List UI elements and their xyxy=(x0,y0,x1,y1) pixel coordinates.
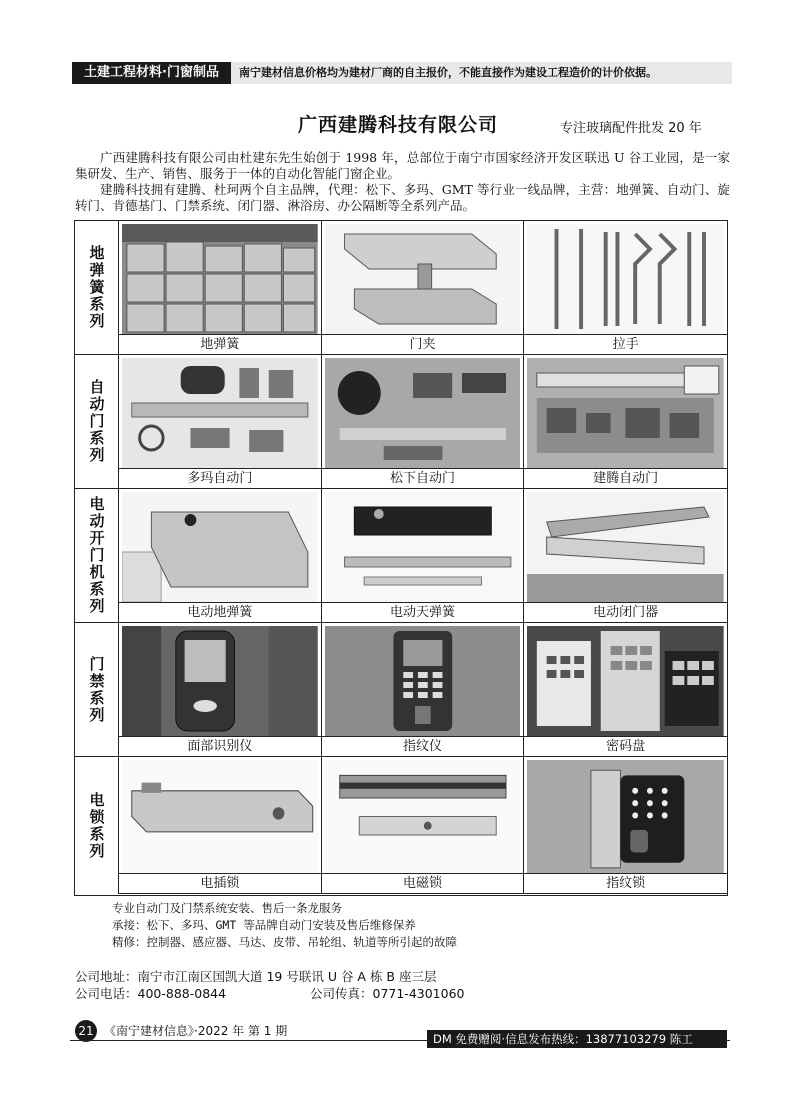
product-cell xyxy=(524,623,727,757)
product-photo-handle xyxy=(527,224,724,334)
company-address: 公司地址：南宁市江南区国凯大道 19 号联讯 U 谷 A 栋 B 座三层 xyxy=(75,969,437,984)
product-cell xyxy=(119,489,322,623)
product-cell xyxy=(524,221,727,355)
series-label-electric-opener: 电动开门机系列 xyxy=(75,489,119,623)
product-photo-fingerprint-reader xyxy=(325,626,521,736)
product-cell xyxy=(524,489,727,623)
series-label-auto-door: 自动门系列 xyxy=(75,355,119,489)
product-cell xyxy=(119,623,322,757)
intro-paragraph-1: 广西建腾科技有限公司由杜建东先生始创于 1998 年，总部位于南宁市国家经济开发区联迅 U 谷工业园，是一家集研发、生产、销售、服务于一体的自动化智能门窗企业。 xyxy=(75,150,730,181)
product-photo-fingerprint-lock xyxy=(527,760,724,873)
header-bar xyxy=(72,62,732,84)
product-caption: 面部识别仪 xyxy=(119,736,321,756)
product-cell xyxy=(119,221,322,355)
product-photo-floor-spring xyxy=(122,224,318,334)
product-caption: 指纹锁 xyxy=(524,873,727,893)
product-photo-electric-bolt-lock xyxy=(122,760,318,873)
product-photo-jianteng-door xyxy=(527,358,724,468)
product-grid xyxy=(74,220,728,896)
service-info xyxy=(112,900,457,951)
product-caption: 指纹仪 xyxy=(322,736,524,756)
company-phone: 公司电话：400-888-0844 xyxy=(75,986,227,1001)
product-photo-face-recognition xyxy=(122,626,318,736)
company-slogan: 专注玻璃配件批发 20 年 xyxy=(560,121,702,136)
product-photo-electric-floor-spring xyxy=(122,492,318,602)
product-caption: 电动天弹簧 xyxy=(322,602,524,622)
product-caption: 建腾自动门 xyxy=(524,468,727,488)
product-cell xyxy=(322,757,525,894)
page-number: 21 xyxy=(75,1020,97,1042)
series-label-access-control: 门禁系列 xyxy=(75,623,119,757)
product-caption: 松下自动门 xyxy=(322,468,524,488)
product-photo-keypad xyxy=(527,626,724,736)
intro-paragraph-2: 建腾科技拥有建腾、杜珂两个自主品牌，代理：松下、多玛、GMT 等行业一线品牌，主营：地弹簧、自动门、旋转门、肯德基门、门禁系统、闭门器、淋浴房、办公隔断等全系列产品。 xyxy=(75,182,730,213)
product-cell xyxy=(119,757,322,894)
company-title: 广西建腾科技有限公司 xyxy=(298,114,499,136)
dm-notice: DM 免费赠阅·信息发布热线：13877103279 陈工 xyxy=(427,1030,727,1048)
section-tag: 土建工程材料·门窗制品 xyxy=(72,62,231,84)
product-photo-dorma-door xyxy=(122,358,318,468)
product-cell xyxy=(322,489,525,623)
service-line-1: 专业自动门及门禁系统安装、售后一条龙服务 xyxy=(112,901,342,915)
price-notice: 南宁建材信息价格均为建材厂商的自主报价，不能直接作为建设工程造价的计价依据。 xyxy=(231,62,732,84)
product-caption: 电磁锁 xyxy=(322,873,524,893)
product-caption: 门夹 xyxy=(322,334,524,354)
service-line-2: 承接：松下、多玛、GMT 等品牌自动门安装及售后维修保养 xyxy=(112,918,416,932)
product-caption: 密码盘 xyxy=(524,736,727,756)
product-caption: 电动闭门器 xyxy=(524,602,727,622)
product-caption: 多玛自动门 xyxy=(119,468,321,488)
product-cell xyxy=(322,623,525,757)
product-cell xyxy=(322,355,525,489)
product-photo-door-clamp xyxy=(325,224,521,334)
contact-row xyxy=(75,985,675,1002)
product-caption: 电插锁 xyxy=(119,873,321,893)
product-photo-panasonic-door xyxy=(325,358,521,468)
product-cell xyxy=(119,355,322,489)
journal-title: 《南宁建材信息》·2022 年 第 1 期 xyxy=(104,1024,288,1038)
company-intro xyxy=(75,150,730,214)
series-label-floor-spring: 地弹簧系列 xyxy=(75,221,119,355)
product-cell xyxy=(322,221,525,355)
product-cell xyxy=(524,355,727,489)
product-photo-magnetic-lock xyxy=(325,760,521,873)
product-cell xyxy=(524,757,727,894)
product-caption: 拉手 xyxy=(524,334,727,354)
service-line-3: 精修：控制器、感应器、马达、皮带、吊轮组、轨道等所引起的故障 xyxy=(112,935,457,949)
series-label-electric-lock: 电锁系列 xyxy=(75,757,119,894)
product-caption: 地弹簧 xyxy=(119,334,321,354)
product-photo-electric-top-spring xyxy=(325,492,521,602)
product-caption: 电动地弹簧 xyxy=(119,602,321,622)
company-fax: 公司传真：0771-4301060 xyxy=(310,986,465,1001)
product-photo-electric-closer xyxy=(527,492,724,602)
